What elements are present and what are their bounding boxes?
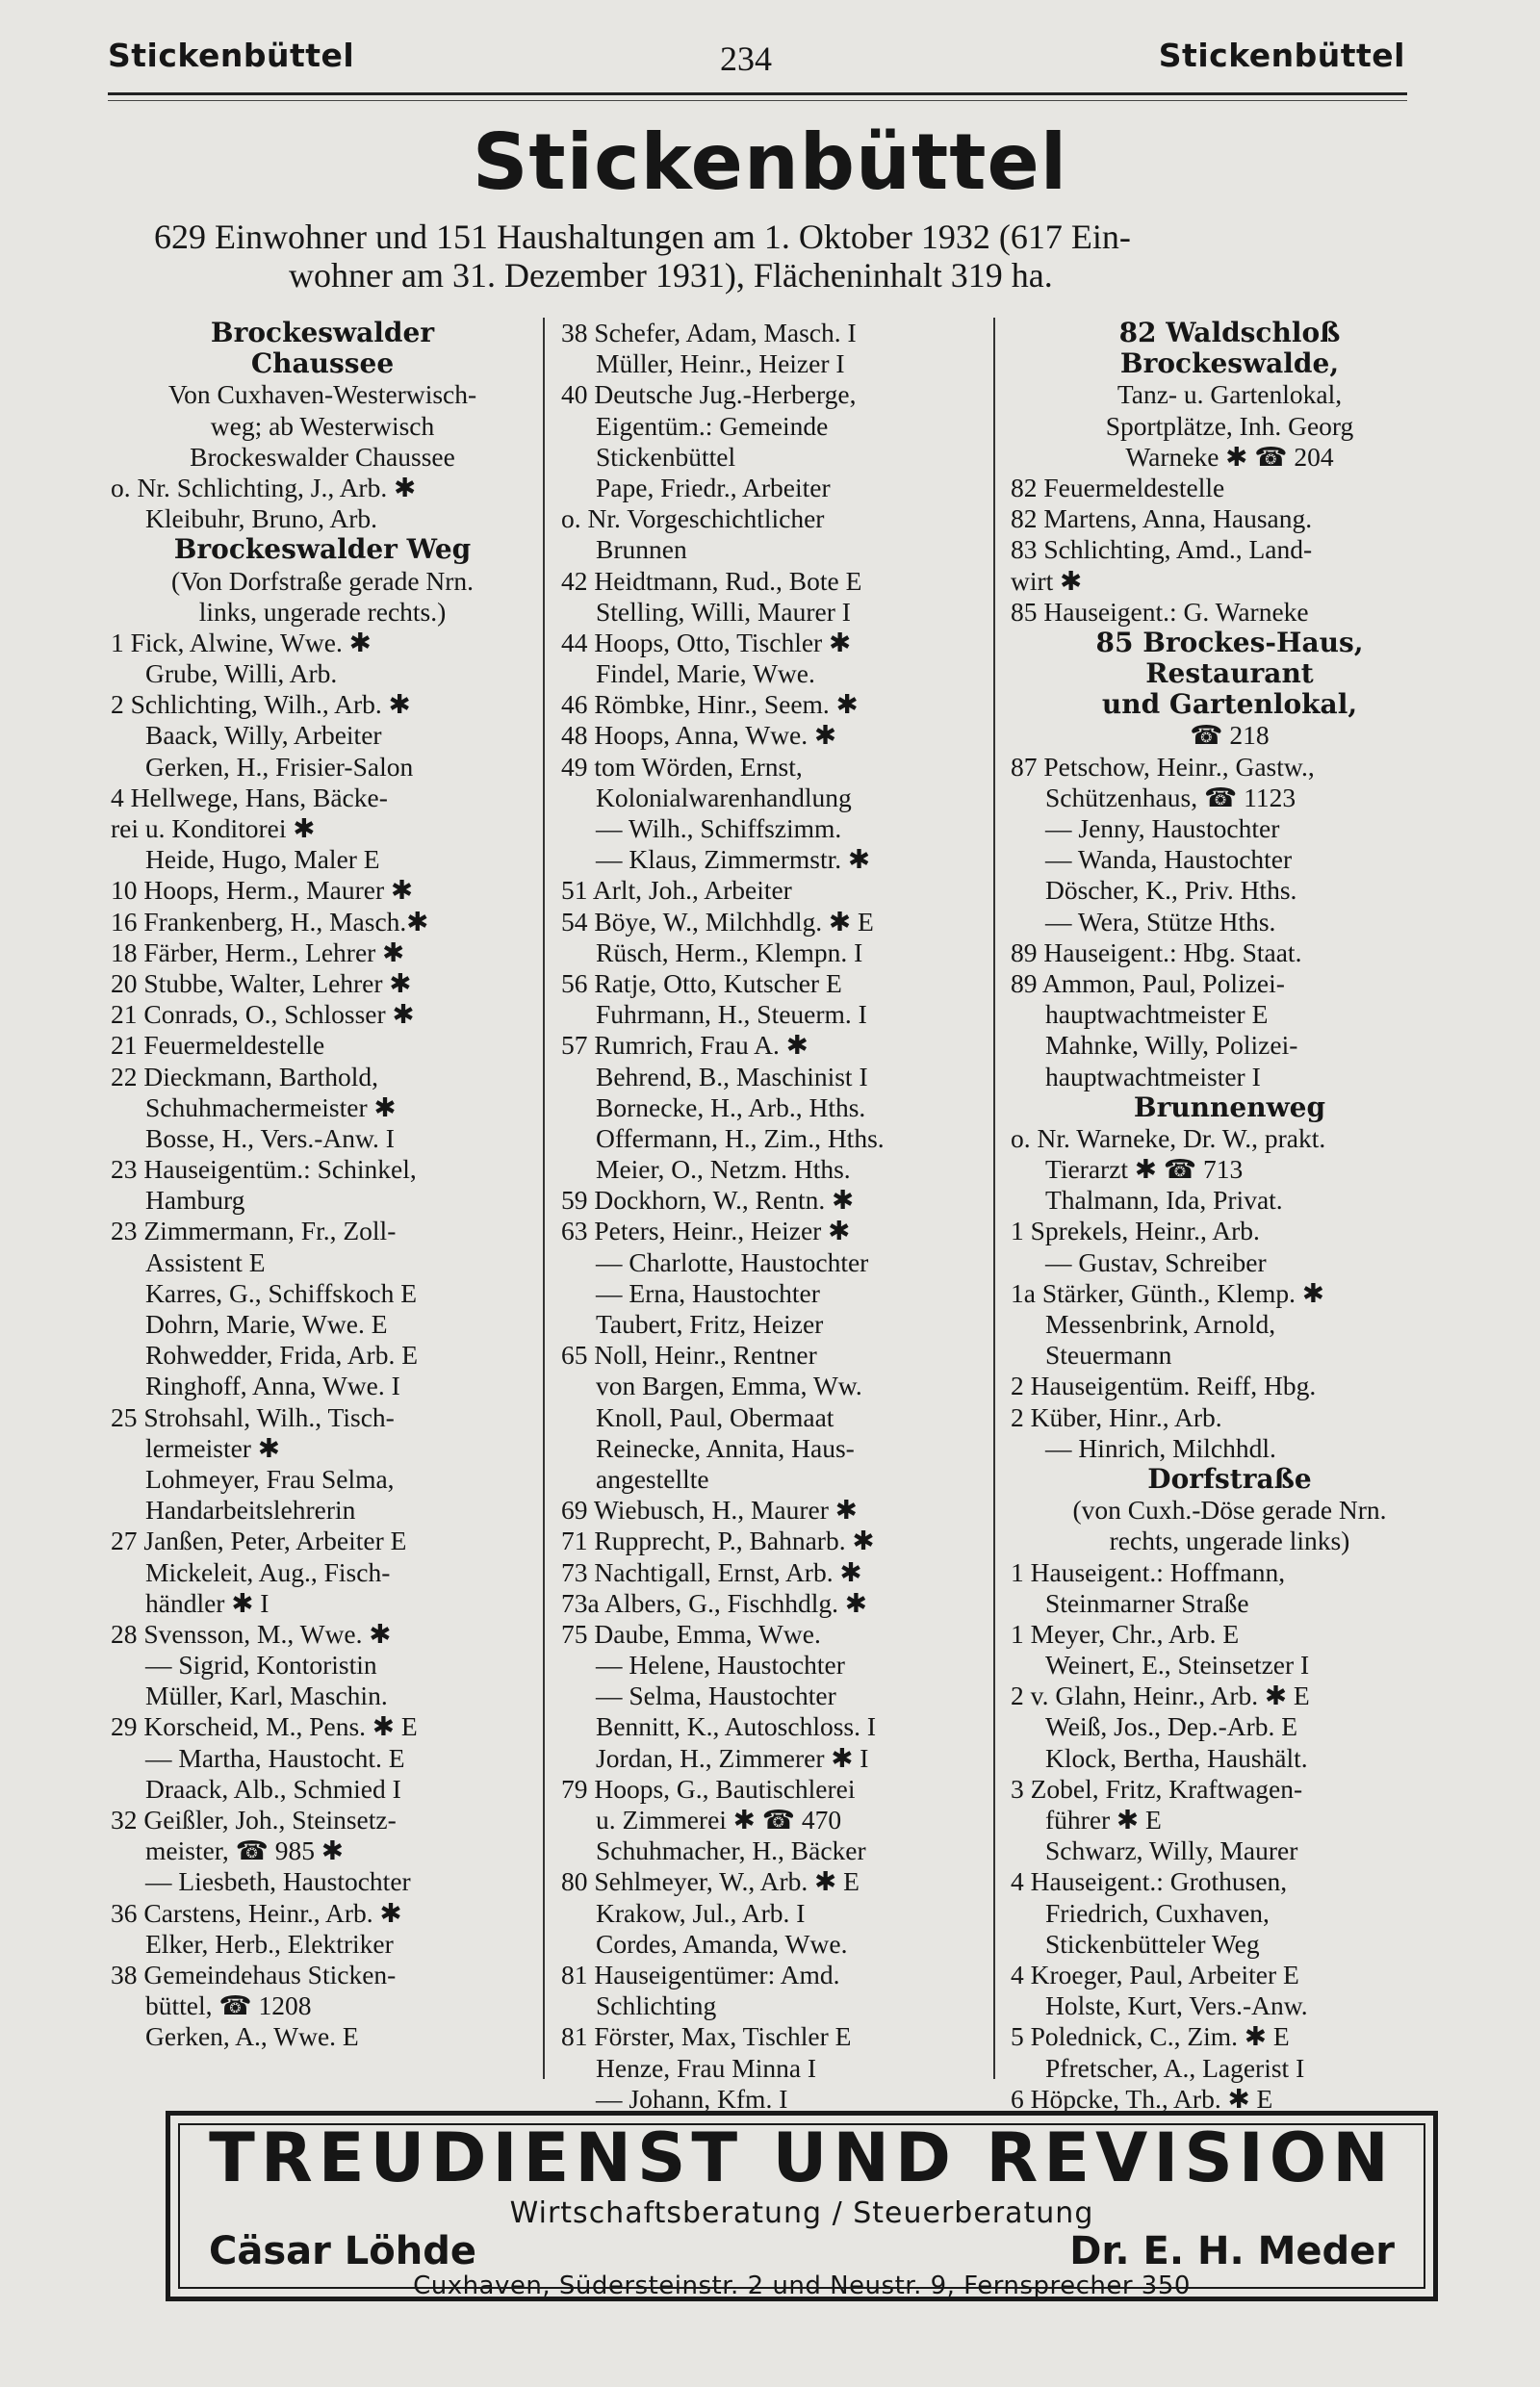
directory-entry-line: 71 Rupprecht, P., Bahnarb. ✱ xyxy=(561,1526,875,1556)
directory-entry-line: wirt ✱ xyxy=(1011,565,1083,596)
directory-entry-line: 36 Carstens, Heinr., Arb. ✱ xyxy=(111,1897,402,1928)
street-heading: Brockeswalder Weg xyxy=(173,534,472,566)
directory-entry-line: Henze, Frau Minna I xyxy=(596,2052,817,2083)
directory-entry-line: angestellte xyxy=(596,1463,709,1494)
directory-entry-line: Tierarzt ✱ ☎ 713 xyxy=(1045,1154,1244,1185)
directory-entry-line: — Liesbeth, Haustochter xyxy=(145,1866,411,1897)
directory-entry-line: — Charlotte, Haustochter xyxy=(596,1246,869,1277)
advertisement-subtitle: Wirtschaftsberatung / Steuerberatung xyxy=(509,2196,1094,2230)
directory-entry-line: 65 Noll, Heinr., Rentner xyxy=(561,1340,817,1371)
directory-entry-line: 81 Förster, Max, Tischler E xyxy=(561,2021,852,2052)
directory-entry-line: 54 Böye, W., Milchhdlg. ✱ E xyxy=(561,906,874,937)
directory-entry-line: 49 tom Wörden, Ernst, xyxy=(561,751,803,782)
directory-entry-line: 1 Sprekels, Heinr., Arb. xyxy=(1011,1216,1260,1246)
directory-entry-line: Meier, O., Netzm. Hths. xyxy=(596,1154,851,1185)
directory-entry-line: 40 Deutsche Jug.-Herberge, xyxy=(561,379,857,410)
street-heading: und Gartenlokal, xyxy=(1101,689,1358,721)
directory-entry-line: — Selma, Haustochter xyxy=(596,1681,836,1711)
directory-entry-line: 63 Peters, Heinr., Heizer ✱ xyxy=(561,1216,851,1246)
directory-entry-line: Taubert, Fritz, Heizer xyxy=(596,1309,824,1339)
directory-entry-line: — Wilh., Schiffszimm. xyxy=(596,813,842,843)
directory-column-3 xyxy=(1011,318,1449,2115)
directory-entry-line: Ringhoff, Anna, Wwe. I xyxy=(145,1371,400,1401)
directory-entry-line: Mahnke, Willy, Polizei- xyxy=(1045,1030,1298,1061)
directory-entry-line: Krakow, Jul., Arb. I xyxy=(596,1897,806,1928)
header-rule-thin xyxy=(108,100,1407,101)
directory-entry-line: 5 Polednick, C., Zim. ✱ E xyxy=(1011,2021,1290,2052)
directory-entry-line: 21 Feuermeldestelle xyxy=(111,1030,325,1061)
directory-entry-line: — Sigrid, Kontoristin xyxy=(145,1650,377,1681)
street-heading: Chaussee xyxy=(250,348,395,380)
directory-entry-line: 1 Fick, Alwine, Wwe. ✱ xyxy=(111,627,372,657)
directory-entry-line: — Helene, Haustochter xyxy=(596,1650,845,1681)
directory-entry-line: 56 Ratje, Otto, Kutscher E xyxy=(561,967,842,998)
directory-entry-line: Brockeswalder Chaussee xyxy=(190,441,455,472)
directory-entry-line: 6 Höpcke, Th., Arb. ✱ E xyxy=(1011,2083,1273,2114)
street-heading: Restaurant xyxy=(1145,658,1314,690)
running-header-right: Stickenbüttel xyxy=(1158,37,1405,74)
directory-entry-line: 81 Hauseigentümer: Amd. xyxy=(561,1959,840,1989)
directory-entry-line: 89 Ammon, Paul, Polizei- xyxy=(1011,967,1285,998)
directory-entry-line: von Bargen, Emma, Ww. xyxy=(596,1371,862,1401)
directory-entry-line: (von Cuxh.-Döse gerade Nrn. xyxy=(1072,1495,1387,1526)
directory-entry-line: Schlichting xyxy=(596,1990,717,2021)
directory-entry-line: Schuhmachermeister ✱ xyxy=(145,1091,397,1122)
directory-entry-line: — Gustav, Schreiber xyxy=(1045,1246,1267,1277)
directory-entry-line: 57 Rumrich, Frau A. ✱ xyxy=(561,1030,808,1061)
page-number: 234 xyxy=(720,39,772,78)
directory-entry-line: 4 Hauseigent.: Grothusen, xyxy=(1011,1866,1288,1897)
advertisement-name-right: Dr. E. H. Meder xyxy=(1069,2229,1395,2273)
directory-entry-line: 87 Petschow, Heinr., Gastw., xyxy=(1011,751,1315,782)
street-heading: Brunnenweg xyxy=(1133,1091,1326,1123)
directory-entry-line: 83 Schlichting, Amd., Land- xyxy=(1011,534,1313,565)
directory-entry-line: Heide, Hugo, Maler E xyxy=(145,844,380,875)
directory-entry-line: Von Cuxhaven-Westerwisch- xyxy=(167,379,477,410)
directory-entry-line: 75 Daube, Emma, Wwe. xyxy=(561,1618,821,1649)
directory-entry-line: 38 Gemeindehaus Sticken- xyxy=(111,1959,397,1989)
directory-entry-line: — Jenny, Haustochter xyxy=(1045,813,1280,843)
street-heading: Brockeswalde, xyxy=(1119,348,1340,380)
directory-entry-line: — Klaus, Zimmermstr. ✱ xyxy=(596,844,871,875)
directory-entry-line: u. Zimmerei ✱ ☎ 470 xyxy=(596,1805,842,1835)
advertisement-box xyxy=(166,2111,1438,2301)
street-heading: 82 Waldschloß xyxy=(1118,318,1341,348)
directory-entry-line: o. Nr. Schlichting, J., Arb. ✱ xyxy=(111,472,417,502)
directory-entry-line: Bennitt, K., Autoschloss. I xyxy=(596,1711,877,1742)
directory-entry-line: Klock, Bertha, Haushält. xyxy=(1045,1742,1308,1773)
directory-entry-line: 2 Küber, Hinr., Arb. xyxy=(1011,1401,1222,1432)
directory-entry-line: Kolonialwarenhandlung xyxy=(596,782,852,812)
directory-entry-line: 82 Martens, Anna, Hausang. xyxy=(1011,503,1313,534)
directory-entry-line: hauptwachtmeister E xyxy=(1045,999,1269,1030)
directory-entry-line: 2 Schlichting, Wilh., Arb. ✱ xyxy=(111,689,411,720)
directory-entry-line: händler ✱ I xyxy=(145,1587,270,1618)
directory-entry-line: Dohrn, Marie, Wwe. E xyxy=(145,1309,388,1339)
directory-entry-line: Schuhmacher, H., Bäcker xyxy=(596,1835,866,1866)
street-heading: 85 Brockes-Haus, xyxy=(1095,627,1364,658)
page-title: Stickenbüttel xyxy=(472,117,1068,207)
directory-entry-line: Weiß, Jos., Dep.-Arb. E xyxy=(1045,1711,1298,1742)
directory-entry-line: — Hinrich, Milchhdl. xyxy=(1045,1432,1276,1463)
directory-entry-line: Mickeleit, Aug., Fisch- xyxy=(145,1556,391,1587)
directory-entry-line: 18 Färber, Herm., Lehrer ✱ xyxy=(111,937,405,967)
advertisement-name-left: Cäsar Löhde xyxy=(209,2229,477,2273)
directory-entry-line: Weinert, E., Steinsetzer I xyxy=(1045,1650,1310,1681)
directory-entry-line: 38 Schefer, Adam, Masch. I xyxy=(561,318,857,347)
directory-entry-line: 21 Conrads, O., Schlosser ✱ xyxy=(111,999,415,1030)
directory-entry-line: 25 Strohsahl, Wilh., Tisch- xyxy=(111,1401,395,1432)
directory-entry-line: 20 Stubbe, Walter, Lehrer ✱ xyxy=(111,967,412,998)
directory-entry-line: büttel, ☎ 1208 xyxy=(145,1990,312,2021)
directory-entry-line: 4 Hellwege, Hans, Bäcke- xyxy=(111,782,388,812)
directory-entry-line: Behrend, B., Maschinist I xyxy=(596,1061,868,1091)
directory-entry-line: 59 Dockhorn, W., Rentn. ✱ xyxy=(561,1185,855,1216)
directory-entry-line: 3 Zobel, Fritz, Kraftwagen- xyxy=(1011,1773,1303,1804)
directory-entry-line: 44 Hoops, Otto, Tischler ✱ xyxy=(561,627,852,657)
directory-entry-line: Thalmann, Ida, Privat. xyxy=(1045,1185,1283,1216)
directory-entry-line: Grube, Willi, Arb. xyxy=(145,658,338,689)
directory-entry-line: Stelling, Willi, Maurer I xyxy=(596,596,851,627)
directory-entry-line: Handarbeitslehrerin xyxy=(145,1495,356,1526)
directory-entry-line: 4 Kroeger, Paul, Arbeiter E xyxy=(1011,1959,1299,1989)
directory-entry-line: Brunnen xyxy=(596,534,687,565)
directory-entry-line: Lohmeyer, Frau Selma, xyxy=(145,1463,395,1494)
directory-entry-line: Steinmarner Straße xyxy=(1045,1587,1249,1618)
intro-line-2: wohner am 31. Dezember 1931), Flächeninhalt 319 ha. xyxy=(289,256,1053,295)
directory-entry-line: Knoll, Paul, Obermaat xyxy=(596,1401,834,1432)
directory-column-1 xyxy=(111,318,534,2053)
header-rule xyxy=(108,92,1407,95)
directory-entry-line: weg; ab Westerwisch xyxy=(210,410,435,441)
directory-entry-line: 73 Nachtigall, Ernst, Arb. ✱ xyxy=(561,1556,862,1587)
directory-entry-line: Holste, Kurt, Vers.-Anw. xyxy=(1045,1990,1308,2021)
directory-entry-line: Steuermann xyxy=(1045,1340,1172,1371)
directory-entry-line: Pfretscher, A., Lagerist I xyxy=(1045,2052,1305,2083)
directory-entry-line: 1 Meyer, Chr., Arb. E xyxy=(1011,1618,1240,1649)
directory-entry-line: o. Nr. Warneke, Dr. W., prakt. xyxy=(1011,1122,1326,1153)
directory-entry-line: Pape, Friedr., Arbeiter xyxy=(596,472,831,502)
directory-entry-line: Kleibuhr, Bruno, Arb. xyxy=(145,503,378,534)
directory-entry-line: 2 v. Glahn, Heinr., Arb. ✱ E xyxy=(1011,1681,1310,1711)
directory-entry-line: — Martha, Haustocht. E xyxy=(145,1742,405,1773)
street-heading: Brockeswalder xyxy=(210,318,435,348)
directory-entry-line: Baack, Willy, Arbeiter xyxy=(145,720,382,751)
directory-entry-line: 1a Stärker, Günth., Klemp. ✱ xyxy=(1011,1277,1324,1308)
directory-entry-line: 69 Wiebusch, H., Maurer ✱ xyxy=(561,1495,858,1526)
directory-entry-line: Cordes, Amanda, Wwe. xyxy=(596,1928,848,1959)
intro-line-1: 629 Einwohner und 151 Haushaltungen am 1. Oktober 1932 (617 Ein- xyxy=(154,218,1131,256)
directory-entry-line: Friedrich, Cuxhaven, xyxy=(1045,1897,1270,1928)
directory-entry-line: führer ✱ E xyxy=(1045,1805,1162,1835)
directory-column-2 xyxy=(561,318,985,2115)
advertisement-address: Cuxhaven, Südersteinstr. 2 und Neustr. 9, Fernsprecher 350 xyxy=(413,2272,1191,2300)
directory-entry-line: Assistent E xyxy=(145,1246,266,1277)
directory-entry-line: 42 Heidtmann, Rud., Bote E xyxy=(561,565,862,596)
directory-entry-line: rechts, ungerade links) xyxy=(1109,1526,1350,1556)
directory-entry-line: Schützenhaus, ☎ 1123 xyxy=(1045,782,1296,812)
directory-entry-line: meister, ☎ 985 ✱ xyxy=(145,1835,344,1866)
directory-entry-line: Karres, G., Schiffskoch E xyxy=(145,1277,418,1308)
directory-entry-line: 2 Hauseigentüm. Reiff, Hbg. xyxy=(1011,1371,1317,1401)
directory-entry-line: Tanz- u. Gartenlokal, xyxy=(1116,379,1343,410)
street-heading: Dorfstraße xyxy=(1147,1463,1312,1495)
directory-entry-line: hauptwachtmeister I xyxy=(1045,1061,1261,1091)
directory-entry-line: Gerken, H., Frisier-Salon xyxy=(145,751,414,782)
directory-entry-line: Findel, Marie, Wwe. xyxy=(596,658,815,689)
directory-entry-line: 23 Hauseigentüm.: Schinkel, xyxy=(111,1154,417,1185)
directory-entry-line: links, ungerade rechts.) xyxy=(198,596,447,627)
intro-text xyxy=(154,218,1405,295)
directory-entry-line: 48 Hoops, Anna, Wwe. ✱ xyxy=(561,720,837,751)
directory-entry-line: Reinecke, Annita, Haus- xyxy=(596,1432,855,1463)
directory-entry-line: Rüsch, Herm., Klempn. I xyxy=(596,937,863,967)
directory-entry-line: Bornecke, H., Arb., Hths. xyxy=(596,1091,866,1122)
running-header-left: Stickenbüttel xyxy=(108,37,355,74)
directory-entry-line: — Erna, Haustochter xyxy=(596,1277,820,1308)
directory-entry-line: 1 Hauseigent.: Hoffmann, xyxy=(1011,1556,1286,1587)
column-divider xyxy=(543,318,545,2079)
directory-entry-line: ☎ 218 xyxy=(1190,720,1270,751)
directory-entry-line: 29 Korscheid, M., Pens. ✱ E xyxy=(111,1711,418,1742)
directory-entry-line: Offermann, H., Zim., Hths. xyxy=(596,1122,885,1153)
directory-entry-line: 89 Hauseigent.: Hbg. Staat. xyxy=(1011,937,1302,967)
directory-entry-line: 73a Albers, G., Fischhdlg. ✱ xyxy=(561,1587,867,1618)
directory-entry-line: Stickenbüttel xyxy=(596,441,736,472)
directory-entry-line: 22 Dieckmann, Barthold, xyxy=(111,1061,378,1091)
directory-entry-line: Rohwedder, Frida, Arb. E xyxy=(145,1340,419,1371)
directory-entry-line: Bosse, H., Vers.-Anw. I xyxy=(145,1122,395,1153)
directory-entry-line: 46 Römbke, Hinr., Seem. ✱ xyxy=(561,689,859,720)
directory-entry-line: 28 Svensson, M., Wwe. ✱ xyxy=(111,1618,392,1649)
directory-entry-line: 51 Arlt, Joh., Arbeiter xyxy=(561,875,792,906)
directory-entry-line: Stickenbütteler Weg xyxy=(1045,1928,1260,1959)
directory-entry-line: — Wanda, Haustochter xyxy=(1045,844,1293,875)
directory-entry-line: lermeister ✱ xyxy=(145,1432,280,1463)
directory-entry-line: Draack, Alb., Schmied I xyxy=(145,1773,401,1804)
directory-entry-line: 80 Sehlmeyer, W., Arb. ✱ E xyxy=(561,1866,860,1897)
directory-entry-line: Gerken, A., Wwe. E xyxy=(145,2021,359,2052)
directory-entry-line: 79 Hoops, G., Bautischlerei xyxy=(561,1773,856,1804)
directory-entry-line: 85 Hauseigent.: G. Warneke xyxy=(1011,596,1309,627)
advertisement-title: TREUDIENST UND REVISION xyxy=(209,2118,1395,2197)
directory-entry-line: Messenbrink, Arnold, xyxy=(1045,1309,1276,1339)
directory-entry-line: 82 Feuermeldestelle xyxy=(1011,472,1225,502)
directory-entry-line: — Wera, Stütze Hths. xyxy=(1045,906,1276,937)
directory-entry-line: Elker, Herb., Elektriker xyxy=(145,1928,394,1959)
directory-entry-line: 32 Geißler, Joh., Steinsetz- xyxy=(111,1805,397,1835)
directory-entry-line: Jordan, H., Zimmerer ✱ I xyxy=(596,1742,869,1773)
directory-entry-line: Eigentüm.: Gemeinde xyxy=(596,410,829,441)
directory-entry-line: — Johann, Kfm. I xyxy=(596,2083,788,2114)
directory-entry-line: Hamburg xyxy=(145,1185,245,1216)
directory-entry-line: Sportplätze, Inh. Georg xyxy=(1105,410,1354,441)
directory-entry-line: 16 Frankenberg, H., Masch.✱ xyxy=(111,906,429,937)
directory-entry-line: rei u. Konditorei ✱ xyxy=(111,813,316,843)
directory-entry-line: 10 Hoops, Herm., Maurer ✱ xyxy=(111,875,414,906)
directory-entry-line: Müller, Heinr., Heizer I xyxy=(596,348,845,379)
directory-entry-line: 23 Zimmermann, Fr., Zoll- xyxy=(111,1216,397,1246)
directory-entry-line: (Von Dorfstraße gerade Nrn. xyxy=(170,565,475,596)
directory-entry-line: Schwarz, Willy, Maurer xyxy=(1045,1835,1298,1866)
directory-entry-line: 27 Janßen, Peter, Arbeiter E xyxy=(111,1526,407,1556)
directory-entry-line: Warneke ✱ ☎ 204 xyxy=(1125,441,1334,472)
column-divider xyxy=(993,318,995,2079)
directory-entry-line: Müller, Karl, Maschin. xyxy=(145,1681,388,1711)
directory-entry-line: o. Nr. Vorgeschichtlicher xyxy=(561,503,825,534)
directory-entry-line: Fuhrmann, H., Steuerm. I xyxy=(596,999,867,1030)
directory-entry-line: Döscher, K., Priv. Hths. xyxy=(1045,875,1297,906)
